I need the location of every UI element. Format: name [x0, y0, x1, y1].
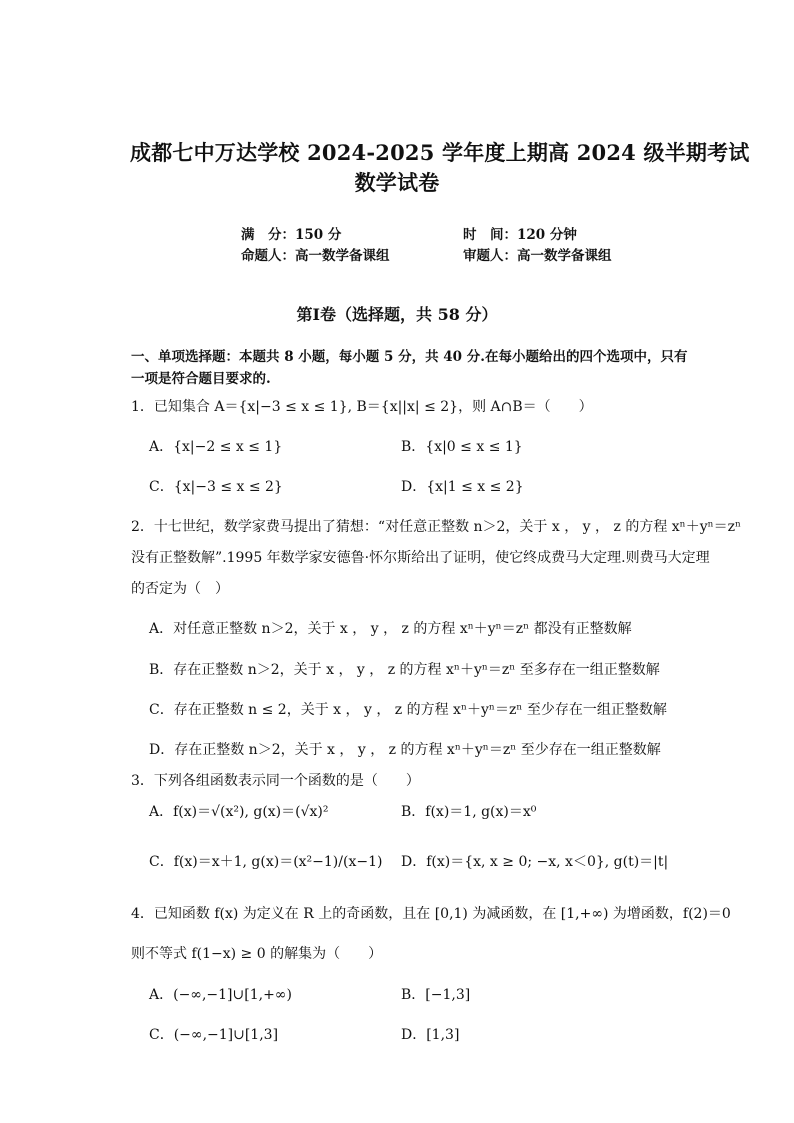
part1-title: 第Ⅰ卷（选择题，共 58 分） — [296, 305, 498, 324]
q3-option-a: A．f(x)＝√(x²), g(x)＝(√x)² — [149, 804, 329, 820]
q2-stem-line2: 没有正整数解”.1995 年数学家安德鲁·怀尔斯给出了证明，使它终成费马大定理.则费马大定理 — [131, 550, 710, 566]
full-score: 满 分：150 分 — [241, 227, 342, 243]
q3-option-d: D．f(x)＝{x, x ≥ 0; −x, x＜0}, g(t)＝|t| — [401, 854, 669, 870]
question-reviewer: 审题人：高一数学备课组 — [463, 248, 612, 264]
question-author: 命题人：高一数学备课组 — [241, 248, 390, 264]
q1-option-a: A．{x|−2 ≤ x ≤ 1} — [149, 439, 283, 455]
q4-option-c: C．(−∞,−1]∪[1,3] — [149, 1027, 279, 1043]
q4-stem-line2: 则不等式 f(1−x) ≥ 0 的解集为（ ） — [131, 946, 383, 962]
section-heading-line2: 一项是符合题目要求的. — [131, 371, 271, 387]
q2-option-d: D．存在正整数 n＞2，关于 x ， y ， z 的方程 xⁿ＋yⁿ＝zⁿ 至少存在一组正整数解 — [149, 742, 661, 758]
q2-stem-line3: 的否定为（ ） — [131, 581, 229, 597]
section-heading-line1: 一、单项选择题：本题共 8 小题，每小题 5 分，共 40 分.在每小题给出的四个选项中，只有 — [131, 349, 688, 365]
q2-stem-line1: 2．十七世纪，数学家费马提出了猜想：“对任意正整数 n＞2，关于 x ， y ， z 的方程 xⁿ＋yⁿ＝zⁿ — [131, 519, 742, 535]
q1-option-b: B．{x|0 ≤ x ≤ 1} — [401, 439, 523, 455]
exam-time: 时 间：120 分钟 — [463, 227, 577, 243]
q1-stem: 1．已知集合 A＝{x|−3 ≤ x ≤ 1}, B＝{x||x| ≤ 2}，则 A∩B＝（ ） — [131, 399, 593, 415]
q4-option-d: D．[1,3] — [401, 1027, 460, 1043]
q1-option-c: C．{x|−3 ≤ x ≤ 2} — [149, 479, 283, 495]
exam-title-line2: 数学试卷 — [354, 170, 440, 195]
q2-option-a: A．对任意正整数 n＞2，关于 x ， y ， z 的方程 xⁿ＋yⁿ＝zⁿ 都没有正整数解 — [149, 621, 632, 637]
q1-option-d: D．{x|1 ≤ x ≤ 2} — [401, 479, 524, 495]
q3-option-b: B．f(x)＝1, g(x)＝x⁰ — [401, 804, 537, 820]
q4-option-b: B．[−1,3] — [401, 987, 471, 1003]
q3-stem: 3．下列各组函数表示同一个函数的是（ ） — [131, 773, 420, 789]
q2-option-c: C．存在正整数 n ≤ 2，关于 x ， y ， z 的方程 xⁿ＋yⁿ＝zⁿ 至少存在一组正整数解 — [149, 702, 667, 718]
q4-option-a: A．(−∞,−1]∪[1,+∞) — [149, 987, 292, 1003]
q3-option-c: C．f(x)＝x＋1, g(x)＝(x²−1)/(x−1) — [149, 854, 383, 870]
exam-title-line1: 成都七中万达学校 2024-2025 学年度上期高 2024 级半期考试 — [130, 140, 750, 165]
q4-stem-line1: 4．已知函数 f(x) 为定义在 R 上的奇函数，且在 [0,1) 为减函数，在 [1,+∞) 为增函数，f(2)＝0 — [131, 906, 731, 922]
q2-option-b: B．存在正整数 n＞2，关于 x ， y ， z 的方程 xⁿ＋yⁿ＝zⁿ 至多存在一组正整数解 — [149, 662, 660, 678]
